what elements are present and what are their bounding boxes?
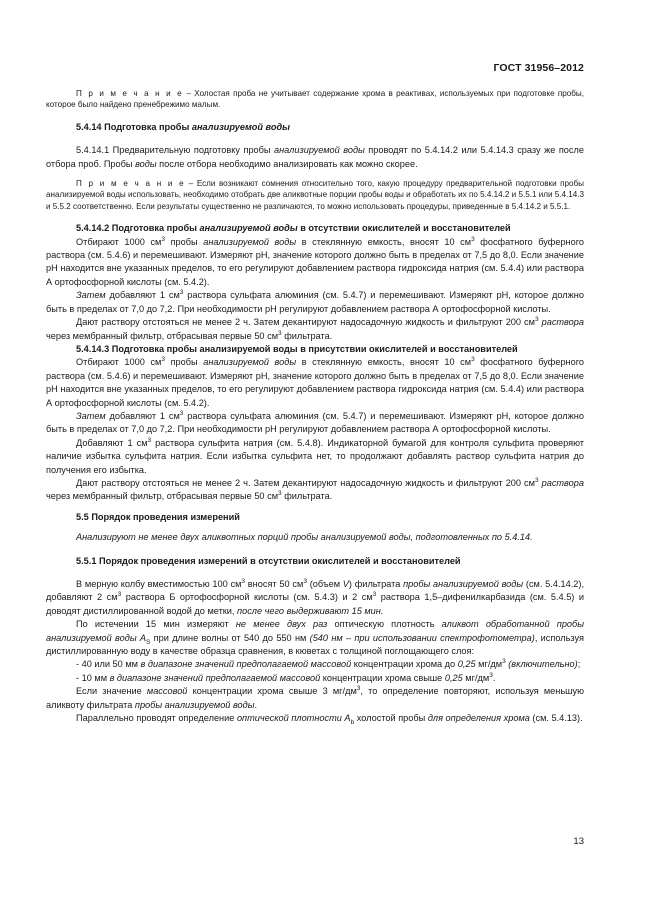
unit: см bbox=[292, 579, 304, 589]
heading-text: 5.4.14.2 Подготовка пробы bbox=[76, 223, 200, 234]
text: проводят по 5.4.14.2 или 5.4.14.3 сразу же после отбора проб. Пробы bbox=[46, 145, 584, 169]
unit: см bbox=[460, 357, 472, 368]
text: (см. 5.4.13). bbox=[529, 713, 583, 724]
unit: см bbox=[524, 317, 535, 328]
text-italic: 0,25 bbox=[444, 672, 463, 683]
text-italic: анализируемой воды bbox=[203, 236, 297, 247]
unit: см bbox=[361, 592, 373, 603]
paragraph-sample-take-1 bbox=[46, 236, 584, 290]
paragraph-blank bbox=[46, 712, 584, 725]
text: , используя дистиллированную воду в качестве образца сравнения, в кюветах с толщиной поглощающего слоя: bbox=[46, 632, 584, 657]
absorbance-symbol: A bbox=[139, 632, 147, 643]
text: через мембранный фильтр, отбрасывая первые 50 bbox=[46, 491, 268, 502]
text: раствора сульфита натрия (см. 5.4.8). Индикаторной бумагой для контроля сульфита проверяют наличие избытка сульфита натрия. Если избытка сульфита нет, то продолжают добавлять раствор сульфита натрия до получения его избытка. bbox=[46, 437, 584, 475]
text-italic: оптической плотности bbox=[236, 713, 342, 724]
text: Если значение bbox=[76, 686, 147, 697]
text-italic: анализируемой воды bbox=[274, 145, 365, 156]
unit: см bbox=[168, 410, 180, 421]
unit-exp: 3 bbox=[534, 316, 539, 324]
heading-italic: анализируемой воды bbox=[191, 121, 290, 132]
text: фосфатного буферного раствора (см. 5.4.6) и перемешивают. Измеряют pH, значение которого должно быть в пределах от 7,5 до 8,0. Если значение pH находится вне указанных пределов, то его регулируют добавлением раствора гидроксида натрия (см. 5.4.4) или раствора А ортофосфорной кислоты (см. 5.4.2). bbox=[46, 357, 584, 408]
heading-5-5: 5.5 Порядок проведения измерений bbox=[76, 511, 240, 522]
paragraph-measure bbox=[46, 618, 584, 658]
page-content bbox=[46, 88, 584, 725]
heading-5-4-14 bbox=[46, 121, 584, 134]
text: 5.4.14.1 Предварительную подготовку пробы bbox=[76, 145, 275, 156]
text: Дают раствору отстояться не менее 2 ч. Затем декантируют надосадочную жидкость и фильтруют 200 bbox=[76, 477, 525, 488]
text-italic: (540 нм – при использовании спектрофотометра) bbox=[309, 632, 535, 643]
list-item-40-50mm bbox=[46, 658, 584, 671]
text-italic: аликвот обработанной пробы анализируемой воды bbox=[46, 619, 584, 643]
heading-5-4-14-3: 5.4.14.3 Подготовка пробы анализируемой воды в присутствии окислителей и восстановителей bbox=[76, 343, 518, 354]
unit-exp: 3 bbox=[179, 289, 184, 297]
text-italic: после чего выдерживают 15 мин. bbox=[237, 605, 384, 616]
text-italic: (включительно) bbox=[508, 659, 578, 670]
text: при длине волны от 540 до 550 нм bbox=[150, 632, 310, 643]
note-2-text: – Если возникают сомнения относительно того, какую процедуру предварительной подготовки пробы анализируемой воды использовать, необходимо отобрать две аликвотные порции пробы воды и обработать их по 5.4.14.2 и 5.5.1 или 5.4.14.3 и 5.5.2 соответственно. Если результаты существенно не различаются, то можно использовать процедуры, приведенные в 5.4.14.2 и 5.5.1. bbox=[46, 179, 584, 211]
heading-italic: анализируемой воды bbox=[199, 223, 298, 234]
text: . bbox=[254, 699, 258, 710]
unit-exp: 3 bbox=[372, 591, 377, 599]
text: раствора сульфата алюминия (см. 5.4.7) и перемешивают. Измеряют pH, которое должно быть в пределах от 7,0 до 7,2. При необходимости pH регулируют добавлением раствора А ортофосфорной кислоты. bbox=[46, 410, 584, 435]
text: (объем bbox=[306, 579, 343, 589]
unit: см bbox=[230, 579, 242, 589]
unit-exp: 3 bbox=[303, 577, 307, 585]
text: концентрации хрома свыше 3 мг/дм bbox=[187, 686, 357, 697]
paragraph-5-4-14-1 bbox=[46, 144, 584, 171]
text-italic: воды bbox=[135, 158, 157, 169]
unit: см bbox=[267, 491, 279, 502]
text: мг/дм bbox=[475, 659, 503, 670]
unit-exp: 3 bbox=[147, 436, 152, 444]
text: Отбирают 1000 bbox=[76, 236, 151, 247]
text-italic: пробы анализируемой воды bbox=[403, 579, 524, 589]
unit-exp: 3 bbox=[161, 356, 165, 364]
paragraph-alum-add-2 bbox=[46, 410, 584, 437]
text: добавляют 1 bbox=[105, 410, 169, 421]
text: Добавляют 1 bbox=[76, 437, 137, 448]
text-italic: Затем bbox=[76, 290, 106, 301]
text: ; bbox=[577, 659, 581, 670]
note-2 bbox=[46, 178, 584, 212]
text-italic: раствора bbox=[541, 477, 584, 488]
paragraph-settle-2 bbox=[46, 477, 584, 504]
unit-exp: 3 bbox=[278, 490, 282, 498]
paragraph-settle-1 bbox=[46, 316, 584, 343]
blank-absorbance-subscript: b bbox=[350, 718, 355, 726]
volume-symbol: V bbox=[342, 579, 349, 589]
note-label: П р и м е ч а н и е bbox=[76, 179, 186, 189]
text: фосфатного буферного раствора (см. 5.4.6) и перемешивают. Измеряют pH, значение которого должно быть в пределах от 7,5 до 8,0. Если значение pH находится вне указанных пределов, то его регулируют добавлением раствора гидроксида натрия (см. 5.4.4) или раствора А ортофосфорной кислоты (см. 5.4.2). bbox=[46, 236, 584, 287]
text: раствора 1,5–дифенилкарбазида (см. 5.4.5) и доводят дистиллированной водой до метки, bbox=[46, 592, 585, 616]
text: мг/дм bbox=[462, 672, 490, 683]
unit-exp: 3 bbox=[534, 476, 539, 484]
text: (см. 5.4.14.2), добавляют 2 bbox=[46, 579, 584, 603]
text: добавляют 1 bbox=[105, 290, 169, 301]
unit-exp: 3 bbox=[356, 685, 361, 693]
text-italic: анализируемой воды bbox=[203, 357, 297, 368]
standard-header: ГОСТ 31956–2012 bbox=[493, 62, 584, 74]
text: ) фильтрата bbox=[348, 579, 404, 589]
text: фильтрата. bbox=[281, 330, 333, 341]
text: вносят 50 bbox=[245, 579, 293, 589]
text: пробы bbox=[165, 357, 204, 368]
unit-exp: 3 bbox=[179, 409, 184, 417]
text-italic: раствора bbox=[541, 317, 584, 328]
text-italic: в диапазоне значений предполагаемой массовой bbox=[140, 659, 352, 670]
page-number: 13 bbox=[573, 836, 584, 847]
note-label: П р и м е ч а н и е bbox=[76, 89, 184, 98]
unit: см bbox=[136, 437, 148, 448]
text: в стеклянную емкость, вносят 10 bbox=[296, 357, 461, 368]
text-italic: для определения хрома bbox=[427, 713, 530, 724]
heading-text: в отсутствии окислителей и восстановителей bbox=[297, 223, 511, 234]
text: оптическую плотность bbox=[327, 619, 442, 630]
text: пробы bbox=[165, 236, 204, 247]
unit: см bbox=[150, 357, 162, 368]
unit-exp: 3 bbox=[161, 235, 165, 243]
text-italic: в диапазоне значений предполагаемой массовой bbox=[109, 672, 321, 683]
unit-exp: 3 bbox=[117, 591, 122, 599]
text-italic: 0,25 bbox=[457, 659, 476, 670]
heading-5-5-1: 5.5.1 Порядок проведения измерений в отсутствии окислителей и восстановителей bbox=[76, 555, 461, 566]
unit: см bbox=[106, 592, 118, 603]
unit-exp: 3 bbox=[241, 577, 246, 585]
paragraph-alum-add-1 bbox=[46, 289, 584, 316]
heading-text: 5.4.14 Подготовка пробы bbox=[76, 121, 192, 132]
text: холостой пробы bbox=[354, 713, 428, 724]
unit: см bbox=[168, 290, 180, 301]
text: - 10 мм bbox=[76, 672, 110, 683]
unit: см bbox=[150, 236, 162, 247]
text-italic: Анализируют не менее двух аликвотных порций пробы анализируемой воды, подготовленных по 5.4.14. bbox=[76, 532, 533, 543]
text: концентрации хрома свыше bbox=[320, 672, 445, 683]
text: . bbox=[492, 672, 496, 683]
unit: см bbox=[460, 236, 472, 247]
text: По истечении 15 мин измеряют bbox=[76, 619, 236, 630]
paragraph-sample-take-2 bbox=[46, 356, 584, 410]
text: через мембранный фильтр, отбрасывая первые 50 bbox=[46, 330, 268, 341]
text: фильтрата. bbox=[281, 491, 333, 502]
paragraph-sulfite-add bbox=[46, 437, 584, 477]
text: раствора сульфата алюминия (см. 5.4.7) и перемешивают. Измеряют pH, которое должно быть в пределах от 7,0 до 7,2. При необходимости pH регулируют добавлением раствора А ортофосфорной кислоты. bbox=[46, 290, 584, 314]
unit-exp: 3 bbox=[489, 671, 493, 679]
text: - 40 или 50 мм bbox=[76, 659, 141, 670]
text-italic: Затем bbox=[76, 410, 106, 421]
note-1 bbox=[46, 88, 584, 111]
note-1-text: – Холостая проба не учитывает содержание хрома в реактивах, используемых при подготовке пробы, которое было найдено пренебрежимо малым. bbox=[46, 89, 584, 110]
text: Параллельно проводят определение bbox=[76, 713, 237, 724]
text: , то определение повторяют, используя меньшую аликвоту фильтрата bbox=[46, 686, 584, 710]
text: В мерную колбу вместимостью 100 bbox=[76, 579, 231, 589]
text: после отбора необходимо анализировать как можно скорее. bbox=[156, 158, 418, 169]
text-italic: пробы анализируемой воды bbox=[134, 699, 255, 710]
paragraph-5-5 bbox=[46, 531, 584, 544]
unit-exp: 3 bbox=[278, 329, 282, 337]
text: концентрации хрома до bbox=[351, 659, 458, 670]
unit-exp: 3 bbox=[471, 356, 475, 364]
text-italic: не менее двух раз bbox=[235, 619, 328, 630]
list-item-10mm bbox=[46, 672, 584, 685]
blank-absorbance-symbol: A bbox=[344, 713, 351, 724]
text: Отбирают 1000 bbox=[76, 357, 151, 368]
unit-exp: 3 bbox=[502, 658, 506, 666]
paragraph-flask bbox=[46, 578, 584, 618]
absorbance-subscript: S bbox=[146, 638, 151, 646]
text: Дают раствору отстояться не менее 2 ч. Затем декантируют надосадочную жидкость и фильтруют 200 bbox=[76, 317, 525, 328]
unit: см bbox=[524, 477, 535, 488]
unit: см bbox=[267, 330, 279, 341]
text-italic: массовой bbox=[146, 686, 188, 697]
heading-5-4-14-2 bbox=[46, 222, 584, 235]
unit-exp: 3 bbox=[471, 235, 475, 243]
text: раствора Б ортофосфорной кислоты (см. 5.4.3) и 2 bbox=[121, 592, 362, 603]
paragraph-repeat bbox=[46, 685, 584, 712]
text: в стеклянную емкость, вносят 10 bbox=[296, 236, 461, 247]
